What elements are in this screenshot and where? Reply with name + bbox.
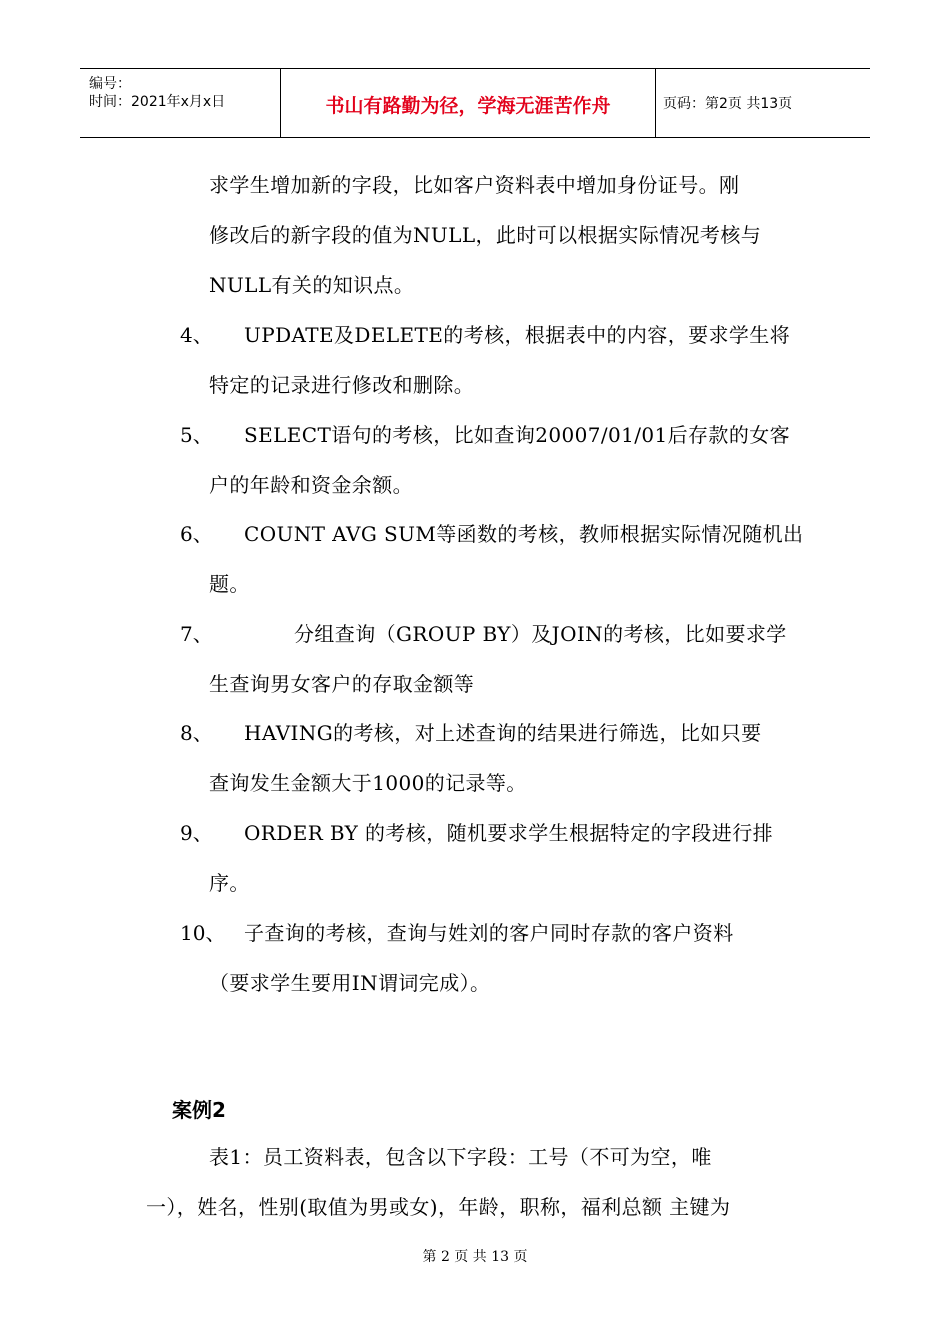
- list-item-number: 6、: [180, 522, 213, 546]
- header-page-cell: [655, 69, 870, 137]
- list-item-number: 10、: [180, 921, 226, 945]
- header-motto: 书山有路勤为径，学海无涯苦作舟: [325, 95, 611, 117]
- paragraph-line: 修改后的新字段的值为NULL，此时可以根据实际情况考核与: [209, 223, 762, 247]
- list-item-text: HAVING的考核，对上述查询的结果进行筛选，比如只要: [244, 721, 762, 745]
- list-item-text: 分组查询（GROUP BY）及JOIN的考核，比如要求学: [294, 622, 787, 646]
- list-item-text: 生查询男女客户的存取金额等: [209, 672, 475, 696]
- list-item-text: 户的年龄和资金余额。: [209, 473, 413, 497]
- paragraph-line: 表1：员工资料表，包含以下字段：工号（不可为空，唯: [209, 1145, 712, 1169]
- list-item-text: 序。: [209, 871, 250, 895]
- header-number: 编号：: [89, 76, 131, 92]
- paragraph-line: 一），姓名，性别(取值为男或女)，年龄，职称，福利总额 主键为: [146, 1195, 731, 1219]
- list-item-text: 查询发生金额大于1000的记录等。: [209, 771, 527, 795]
- list-item-number: 9、: [180, 821, 213, 845]
- list-item-text: ORDER BY 的考核，随机要求学生根据特定的字段进行排: [244, 821, 774, 845]
- paragraph-line: 求学生增加新的字段，比如客户资料表中增加身份证号。刚: [209, 173, 740, 197]
- list-item-text: 题。: [209, 572, 250, 596]
- header-motto-cell: [280, 69, 656, 137]
- list-item-text: SELECT语句的考核，比如查询20007/01/01后存款的女客: [244, 423, 791, 447]
- list-item-number: 7、: [180, 622, 213, 646]
- list-item-number: 4、: [180, 323, 213, 347]
- list-item-text: 特定的记录进行修改和删除。: [209, 373, 475, 397]
- list-item-text: （要求学生要用IN谓词完成）。: [209, 971, 491, 995]
- paragraph-line: NULL有关的知识点。: [209, 273, 415, 297]
- list-item-text: UPDATE及DELETE的考核，根据表中的内容，要求学生将: [244, 323, 791, 347]
- header-time: 时间：2021年x月x日: [89, 94, 226, 110]
- header-page-number: 页码：第2页 共13页: [663, 96, 793, 112]
- page-header: [80, 68, 870, 138]
- page-footer: 第 2 页 共 13 页: [422, 1249, 528, 1265]
- list-item-text: 子查询的考核，查询与姓刘的客户同时存款的客户资料: [244, 921, 734, 945]
- header-info-cell: [80, 69, 280, 137]
- list-item-number: 8、: [180, 721, 213, 745]
- list-item-number: 5、: [180, 423, 213, 447]
- case-heading: 案例2: [172, 1098, 226, 1122]
- list-item-text: COUNT AVG SUM等函数的考核，教师根据实际情况随机出: [244, 522, 804, 546]
